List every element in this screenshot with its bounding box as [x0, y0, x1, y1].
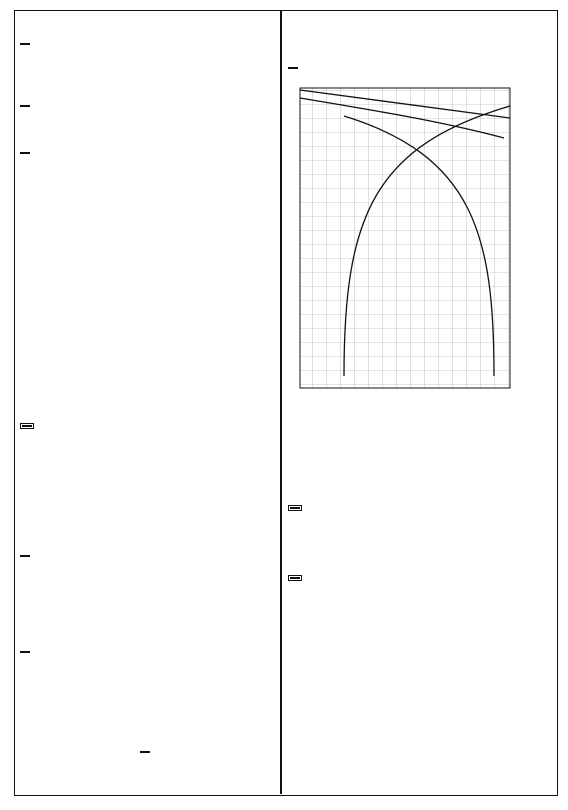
u0-exp2-boxed [288, 505, 302, 511]
figure-2-graph [284, 76, 534, 406]
text-line [20, 105, 30, 107]
tau1-boxed [20, 43, 30, 45]
column-divider [280, 10, 282, 794]
ubp-formula-boxed [20, 555, 30, 557]
ubp-e-u0-boxed [20, 651, 30, 653]
graph-grid [300, 88, 510, 388]
u0-exp3-boxed [288, 575, 302, 581]
r-formula-boxed [20, 152, 30, 154]
intersection-boxed [288, 67, 298, 69]
ubp-ru0-boxed [140, 751, 150, 753]
ub-expression-boxed [20, 423, 34, 429]
